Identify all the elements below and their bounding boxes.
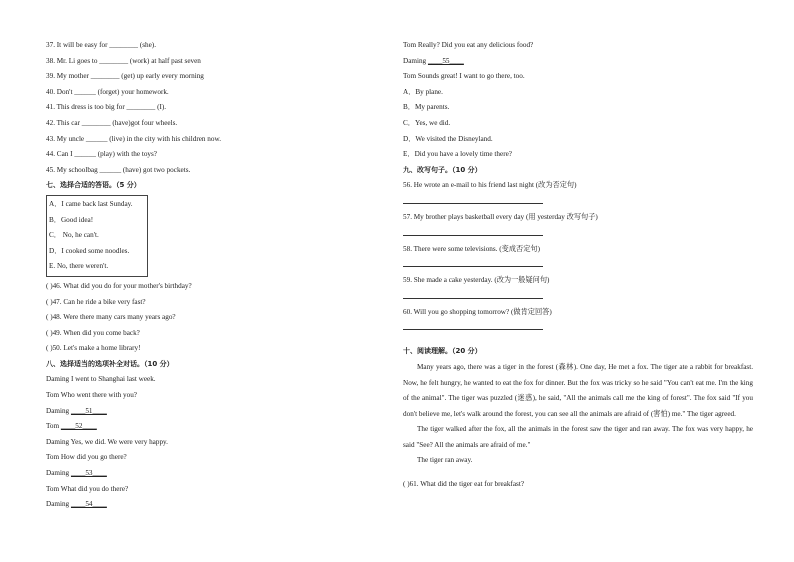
dialogue-text: Tom Sounds great! I want to go there, too. xyxy=(403,72,525,81)
choice-b: B．My parents. xyxy=(403,103,450,112)
dialogue-line xyxy=(46,388,376,404)
option-d: D．I cooked some noodles. xyxy=(49,246,130,255)
dialogue-text: Tom Really? Did you eat any delicious food? xyxy=(403,41,534,49)
section-9-heading: 九、改写句子。（10 分） xyxy=(403,165,482,174)
dialogue-line xyxy=(46,435,376,451)
dialogue-text: Tom What did you do there? xyxy=(46,484,129,493)
match-item-48[interactable]: ( )48. Were there many cars many years ago? xyxy=(46,313,176,322)
fill-item-40: 40. Don't ______ (forget) your homework. xyxy=(46,87,169,96)
answer-line[interactable] xyxy=(403,320,543,330)
dialogue xyxy=(46,372,376,512)
rewrite-item-56: 56. He wrote an e-mail to his friend last night (改为否定句) xyxy=(403,181,577,190)
reading-paragraph-1: Many years ago, there was a tiger in the forest (森林). One day, He met a fox. The tiger ate a rabbit for breakfast. Now, he felt hungry, he wanted to eat the fox for dinner. But the fox was tricky so he said "You can't eat me. I'm the king of the animal". The tiger was puzzled (迷惑), he said, "All the animals call me the king of forest". The fox said "If you don't believe me, let's walk around the forest, you can see all the animals are afraid of (害怕) me." The tiger agreed. xyxy=(403,362,753,418)
choice-d: D．We visited the Disneyland. xyxy=(403,134,493,143)
spacer xyxy=(403,469,753,477)
section-10-heading: 十、阅读理解。（20 分） xyxy=(403,347,482,356)
answer-blank-53[interactable]: ____53____ xyxy=(70,469,107,478)
dialogue-line xyxy=(46,466,376,482)
fill-item-39: 39. My mother ________ (get) up early every morning xyxy=(46,72,204,81)
option-a: A．I came back last Sunday. xyxy=(49,199,133,208)
rewrite-list xyxy=(403,178,753,330)
match-item-49[interactable]: ( )49. When did you come back? xyxy=(46,328,140,337)
fill-item-43: 43. My uncle ______ (live) in the city with his children now. xyxy=(46,134,221,143)
dialogue-line xyxy=(46,482,376,498)
answer-line[interactable] xyxy=(403,226,543,236)
dialogue-line xyxy=(46,497,376,513)
dialogue-line xyxy=(403,38,753,54)
rewrite-item-57: 57. My brother plays basketball every day (用 yesterday 改写句子) xyxy=(403,212,598,221)
match-item-47[interactable]: ( )47. Can he ride a bike very fast? xyxy=(46,297,146,306)
fill-item-37: 37. It will be easy for ________ (she). xyxy=(46,41,156,49)
dialogue-line xyxy=(46,419,376,435)
spacer xyxy=(403,336,753,344)
fill-in-list xyxy=(46,38,376,178)
dialogue-text: Tom How did you go there? xyxy=(46,453,127,462)
left-column xyxy=(46,38,376,513)
question-61[interactable]: ( )61. What did the tiger eat for breakfast? xyxy=(403,480,525,489)
match-list xyxy=(46,279,376,357)
answer-blank-51[interactable]: ____51____ xyxy=(70,406,107,415)
answer-line[interactable] xyxy=(403,194,543,204)
fill-item-44: 44. Can I ______ (play) with the toys? xyxy=(46,150,157,159)
right-column xyxy=(403,38,753,493)
reading-paragraph-3: The tiger ran away. xyxy=(417,456,473,465)
answer-options-box xyxy=(46,195,148,277)
fill-item-38: 38. Mr. Li goes to ________ (work) at half past seven xyxy=(46,56,201,65)
answer-blank-55[interactable]: ____55____ xyxy=(427,56,464,65)
dialogue-text: Tom Who went there with you? xyxy=(46,391,137,400)
option-c: C． No, he can't. xyxy=(49,231,99,240)
dialogue-line xyxy=(46,450,376,466)
dialogue-text: Daming I went to Shanghai last week. xyxy=(46,375,156,384)
dialogue-text: Daming xyxy=(46,500,71,509)
rewrite-item-59: 59. She made a cake yesterday. (改为一般疑问句) xyxy=(403,276,550,285)
rewrite-item-58: 58. There were some televisions. (变成否定句) xyxy=(403,244,540,253)
choice-e: E．Did you have a lovely time there? xyxy=(403,150,512,159)
dialogue-text: Daming Yes, we did. We were very happy. xyxy=(46,437,168,446)
dialogue-line xyxy=(46,372,376,388)
answer-blank-54[interactable]: ____54____ xyxy=(70,500,107,509)
dialogue-text: Daming xyxy=(46,469,71,478)
dialogue-line xyxy=(403,69,753,85)
fill-item-41: 41. This dress is too big for ________ (I). xyxy=(46,103,167,112)
dialogue-line xyxy=(403,54,753,70)
fill-item-42: 42. This car ________ (have)got four wheels. xyxy=(46,118,178,127)
reading-paragraph-2: The tiger walked after the fox, all the animals in the forest saw the tiger and ran away. The fox was very happy, he said "See? All the animals are afraid of me." xyxy=(403,425,753,449)
answer-blank-52[interactable]: ____52____ xyxy=(60,422,97,431)
dialogue-continued xyxy=(403,38,753,85)
rewrite-item-60: 60. Will you go shopping tomorrow? (做肯定回答) xyxy=(403,307,552,316)
section-7-heading: 七、选择合适的答语。（5 分） xyxy=(46,181,141,190)
option-b: B．Good idea! xyxy=(49,215,94,224)
match-item-50[interactable]: ( )50. Let's make a home library! xyxy=(46,344,141,353)
dialogue-text: Daming xyxy=(46,406,71,415)
choice-c: C．Yes, we did. xyxy=(403,118,451,127)
choice-list xyxy=(403,85,753,163)
fill-item-45: 45. My schoolbag ______ (have) got two pockets. xyxy=(46,165,191,174)
answer-line[interactable] xyxy=(403,257,543,267)
choice-a: A．By plane. xyxy=(403,87,443,96)
dialogue-line xyxy=(46,404,376,420)
dialogue-text: Daming xyxy=(403,56,428,65)
match-item-46[interactable]: ( )46. What did you do for your mother's birthday? xyxy=(46,281,192,290)
section-8-heading: 八、选择适当的选项补全对话。（10 分） xyxy=(46,359,174,368)
answer-line[interactable] xyxy=(403,289,543,299)
dialogue-text: Tom xyxy=(46,422,61,431)
option-e: E. No, there weren't. xyxy=(49,262,109,271)
